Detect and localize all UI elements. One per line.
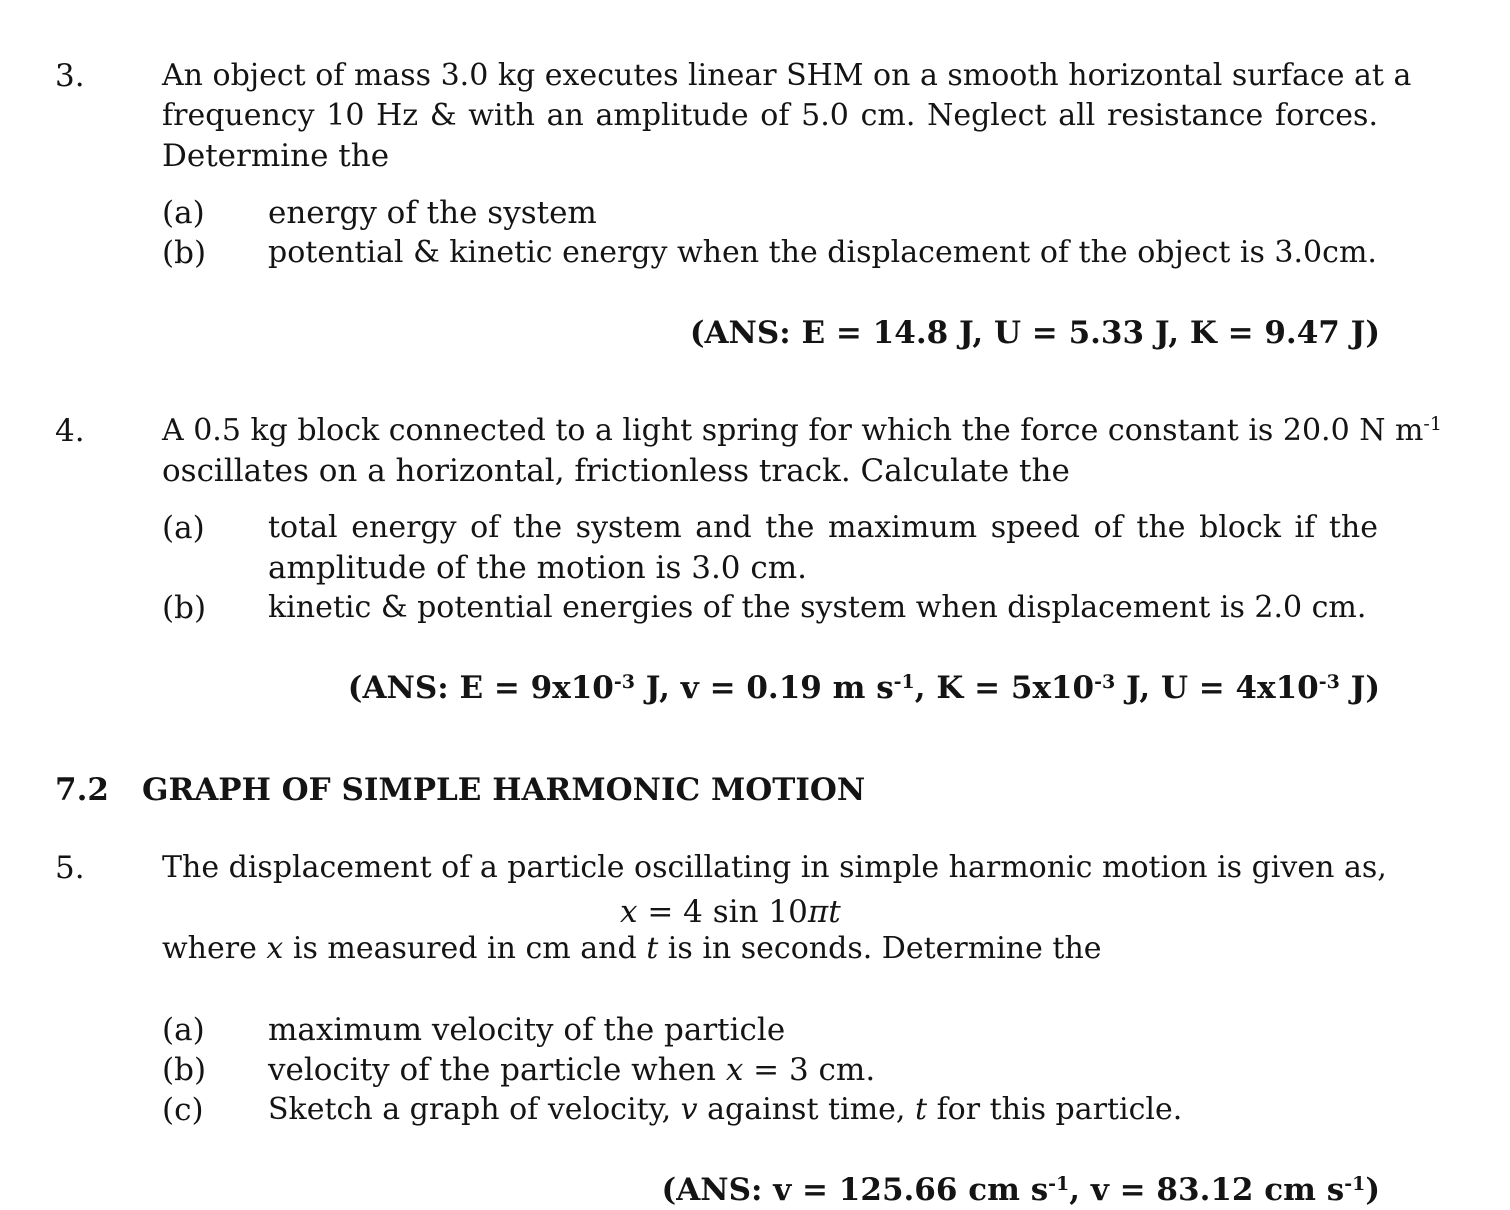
q4-answer-seg-3: , K = 5x10: [914, 670, 1095, 706]
q4-part-a-line-2: amplitude of the motion is 3.0 cm.: [268, 550, 807, 586]
q5-answer-seg-2: , v = 83.12 cm s: [1069, 1172, 1345, 1208]
q3-part-b-text: potential & kinetic energy when the displacement of the object is 3.0cm.: [268, 235, 1377, 270]
q3-answer: (ANS: E = 14.8 J, U = 5.33 J, K = 9.47 J): [689, 315, 1380, 351]
q5-part-a-text: maximum velocity of the particle: [268, 1012, 786, 1048]
q4-part-b-label: (b): [162, 590, 207, 626]
q4-answer: [348, 668, 1380, 708]
q5-part-b-x: x: [725, 1052, 744, 1088]
q5-part-b-label: (b): [162, 1052, 207, 1088]
q5-part-c-seg-2: against time,: [697, 1092, 915, 1127]
q4-part-a-label: (a): [162, 510, 205, 546]
q5-where-seg-1: where: [162, 931, 267, 966]
q4-answer-seg-4: J, U = 4x10: [1115, 670, 1319, 706]
q4-part-b-text: kinetic & potential energies of the system when displacement is 2.0 cm.: [268, 590, 1367, 625]
section-number: 7.2: [55, 772, 109, 808]
q4-line-1-text: A 0.5 kg block connected to a light spring for which the force constant is 20.0 N m: [162, 413, 1424, 448]
q5-equation-pi: π: [807, 894, 829, 930]
q5-equation-x: x: [620, 894, 638, 930]
q4-answer-exp-2: -1: [893, 671, 915, 693]
q3-number: 3.: [55, 58, 85, 94]
q5-part-c-seg-1: Sketch a graph of velocity,: [268, 1092, 681, 1127]
q5-where-seg-2: is measured in cm and: [283, 931, 647, 966]
q5-answer: [662, 1170, 1380, 1210]
q5-where-seg-3: is in seconds. Determine the: [658, 931, 1102, 966]
q5-answer-exp-1: -1: [1048, 1173, 1070, 1195]
q3-line-2: frequency 10 Hz & with an amplitude of 5.0 cm. Neglect all resistance forces.: [162, 98, 1378, 133]
q5-equation-t: t: [828, 894, 841, 930]
q4-answer-exp-3: -3: [1094, 671, 1116, 693]
section-title: GRAPH OF SIMPLE HARMONIC MOTION: [142, 772, 866, 808]
q3-part-a-text: energy of the system: [268, 195, 597, 231]
q4-answer-seg-1: (ANS: E = 9x10: [347, 670, 614, 706]
q3-line-3: Determine the: [162, 138, 390, 174]
q4-line-1: [162, 411, 1442, 451]
q5-where-t: t: [646, 931, 659, 966]
q5-equation-rhs: = 4 sin 10: [637, 894, 808, 930]
q5-part-b-seg-2: = 3 cm.: [743, 1052, 876, 1088]
q4-line-2: oscillates on a horizontal, frictionless track. Calculate the: [162, 453, 1070, 489]
q5-answer-seg-3: ): [1365, 1172, 1380, 1208]
q3-part-a-label: (a): [162, 195, 205, 231]
q4-answer-seg-5: J): [1339, 670, 1380, 706]
q5-part-b-seg-1: velocity of the particle when: [268, 1052, 726, 1088]
q4-answer-seg-2: J, v = 0.19 m s: [634, 670, 894, 706]
q5-where-line: [162, 929, 1102, 969]
q5-part-c-text: [268, 1090, 1182, 1130]
q4-line-1-sup: -1: [1423, 413, 1442, 435]
q5-part-c-v: v: [680, 1092, 698, 1127]
q4-answer-exp-1: -3: [613, 671, 635, 693]
q5-number: 5.: [55, 850, 85, 886]
q5-part-c-seg-3: for this particle.: [927, 1092, 1183, 1127]
q3-line-1: An object of mass 3.0 kg executes linear SHM on a smooth horizontal surface at a: [162, 58, 1412, 93]
q5-part-b-text: [268, 1050, 875, 1090]
q5-where-x: x: [266, 931, 284, 966]
q5-part-c-label: (c): [162, 1092, 204, 1128]
q4-part-a-line-1: total energy of the system and the maximum speed of the block if the: [268, 510, 1378, 545]
q4-number: 4.: [55, 413, 85, 449]
q5-answer-exp-2: -1: [1344, 1173, 1366, 1195]
q3-part-b-label: (b): [162, 235, 207, 271]
q4-answer-exp-4: -3: [1318, 671, 1340, 693]
q5-part-a-label: (a): [162, 1012, 205, 1048]
q5-part-c-t: t: [914, 1092, 928, 1127]
q5-line-1: The displacement of a particle oscillating in simple harmonic motion is given as,: [162, 850, 1387, 885]
q5-equation: [620, 892, 841, 932]
q5-answer-seg-1: (ANS: v = 125.66 cm s: [661, 1172, 1049, 1208]
